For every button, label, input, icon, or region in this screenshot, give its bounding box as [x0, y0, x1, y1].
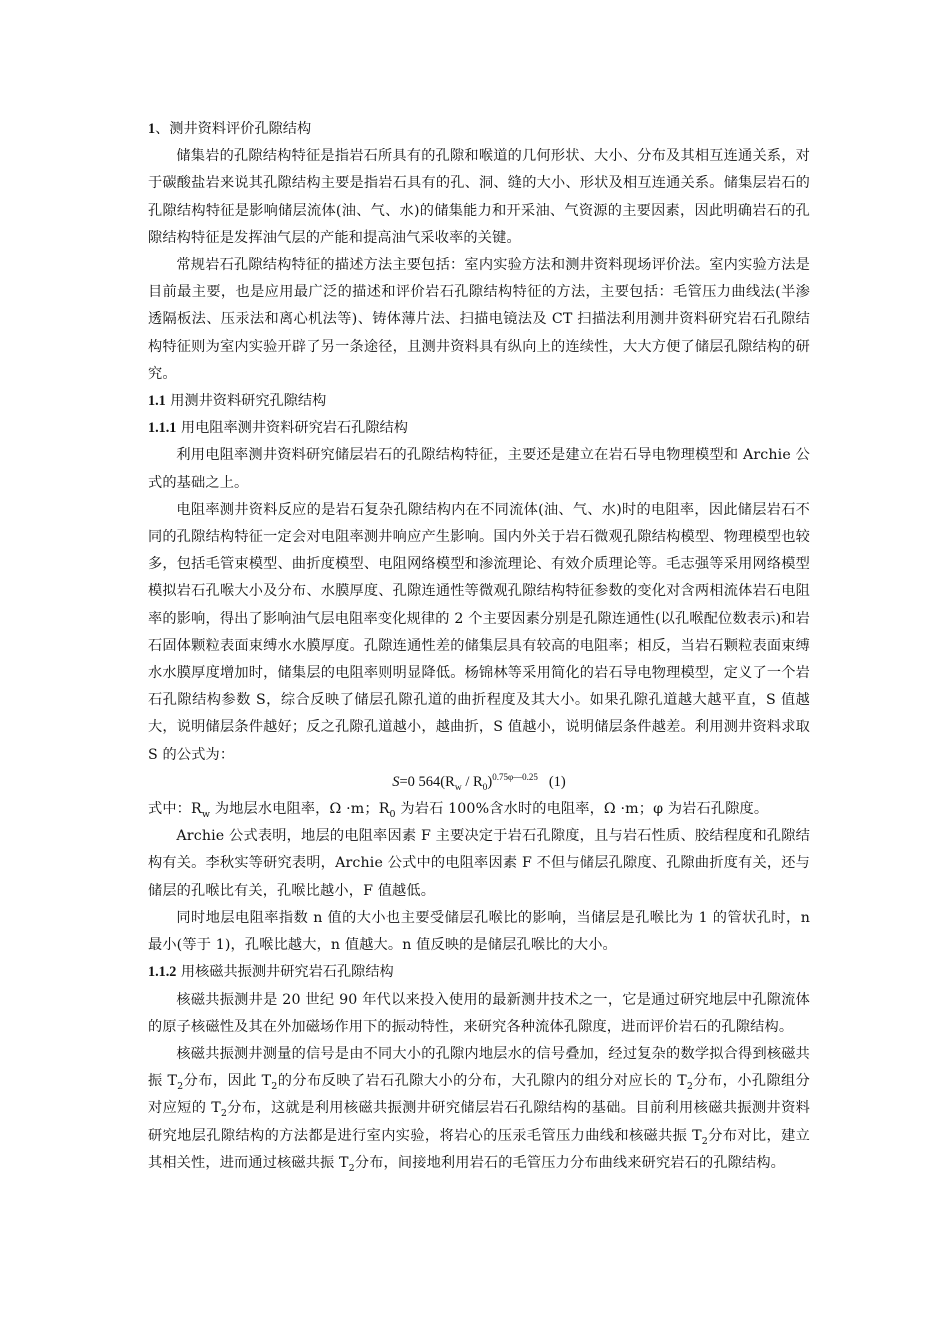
formula-label: (1) — [548, 773, 566, 790]
paragraph: 常规岩石孔隙结构特征的描述方法主要包括：室内实验方法和测井资料现场评价法。室内实验方法是目前最主要，也是应用最广泛的描述和评价岩石孔隙结构特征的方法，主要包括：毛管压力曲线法(半渗透隔板法、压汞法和离心机法等)、铸体薄片法、扫描电镜法及 CT 扫描法利用测井资料研究岩石孔隙结构特征则为室内实验开辟了另一条途径，且测井资料具有纵向上的连续性，大大方便了储层孔隙结构的研究。 — [148, 257, 810, 382]
section-title: 用测井资料研究孔隙结构 — [165, 393, 327, 410]
formula-legend: 式中：$R_w$ 为地层水电阻率，Ω ·m；$R_0$ 为岩石 100%含水时的电阻率，Ω ·m；φ 为岩石孔隙度。 — [148, 801, 769, 821]
section-1-1-2-heading — [148, 959, 810, 986]
section-title: 、测井资料评价孔隙结构 — [155, 121, 312, 137]
section-title: 用核磁共振测井研究岩石孔隙结构 — [176, 964, 394, 981]
document-page — [148, 116, 810, 1177]
paragraph: 储集岩的孔隙结构特征是指岩石所具有的孔隙和喉道的几何形状、大小、分布及其相互连通关系，对于碳酸盐岩来说其孔隙结构主要是指岩石具有的孔、洞、缝的大小、形状及相互连通关系。储集层岩石的孔隙结构特征是影响储层流体(油、气、水)的储集能力和开采油、气资源的主要因素，因此明确岩石的孔隙结构特征是发挥油气层的产能和提高油气采收率的关键。 — [148, 148, 810, 246]
paragraph: 利用电阻率测井资料研究储层岩石的孔隙结构特征，主要还是建立在岩石导电物理模型和 Archie 公式的基础之上。 — [148, 447, 810, 491]
paragraph: 电阻率测井资料反应的是岩石复杂孔隙结构内在不同流体(油、气、水)时的电阻率，因此储层岩石不同的孔隙结构特征一定会对电阻率测井响应产生影响。国内外关于岩石微观孔隙结构模型、物理模型也较多，包括毛管束模型、曲折度模型、电阻网络模型和渗流理论、有效介质理论等。毛志强等采用网络模型模拟岩石孔喉大小及分布、水膜厚度、孔隙连通性等微观孔隙结构特征参数的变化对含两相流体岩石电阻率的影响，得出了影响油气层电阻率变化规律的 2 个主要因素分别是孔隙连通性(以孔喉配位数表示)和岩石固体颗粒表面束缚水水膜厚度。孔隙连通性差的储集层具有较高的电阻率；相反，当岩石颗粒表面束缚水水膜厚度增加时，储集层的电阻率则明显降低。杨锦林等采用简化的岩石导电物理模型，定义了一个岩石孔隙结构参数 S，综合反映了储层孔隙孔道的曲折程度及其大小。如果孔隙孔道越大越平直，S 值越大，说明储层条件越好；反之孔隙孔道越小，越曲折，S 值越小，说明储层条件越差。利用测井资料求取 S 的公式为： — [148, 501, 810, 763]
section-number: 1.1.1 — [148, 420, 177, 437]
section-1-heading — [148, 116, 810, 143]
formula-1: S=0 $564(R_w / R_0)^{0.75\varphi—0.25}$ (1) — [392, 771, 566, 793]
paragraph: 同时地层电阻率指数 n 值的大小也主要受储层孔喉比的影响，当储层是孔喉比为 1 的管状孔时，n 最小(等于 1)，孔喉比越大，n 值越大。n 值反映的是储层孔喉比的大小。 — [148, 909, 810, 954]
section-number: 1 — [148, 121, 156, 137]
paragraph: 核磁共振测井测量的信号是由不同大小的孔隙内地层水的信号叠加，经过复杂的数学拟合得到核磁共振 $T_2$分布，因此 $T_2$的分布反映了岩石孔隙大小的分布，大孔隙内的组分对应长的 $T_2$分布，小孔隙组分对应短的 $T_2$分布，这就是利用核磁共振测井研究储层岩石孔隙结构的基础。目前利用核磁共振测井资料研究地层孔隙结构的方法都是进行室内实验，将岩心的压汞毛管压力曲线和核磁共振 $T_2$分布对比，建立其相关性，进而通过核磁共振 $T_2$分布，间接地利用岩石的毛管压力分布曲线来研究岩石的孔隙结构。 — [148, 1045, 811, 1174]
paragraph: 核磁共振测井是 20 世纪 90 年代以来投入使用的最新测井技术之一，它是通过研究地层中孔隙流体的原子核磁性及其在外加磁场作用下的振动特性，来研究各种流体孔隙度，进而评价岩石的孔隙结构。 — [148, 991, 810, 1035]
section-title: 用电阻率测井资料研究岩石孔隙结构 — [176, 420, 408, 437]
section-1-1-heading — [148, 388, 810, 415]
paragraph: Archie 公式表明，地层的电阻率因素 F 主要决定于岩石孔隙度，且与岩石性质、胶结程度和孔隙结构有关。李秋实等研究表明，Archie 公式中的电阻率因素 F 不但与储层孔隙度、孔隙曲折度有关，还与储层的孔喉比有关，孔喉比越小，F 值越低。 — [148, 828, 810, 899]
section-1-1-1-heading — [148, 415, 810, 442]
formula-exponent: 0.75φ—0.25 — [492, 771, 538, 782]
section-number: 1.1.2 — [148, 964, 177, 981]
section-number: 1.1 — [148, 393, 166, 410]
formula-lhs: S — [392, 773, 400, 790]
